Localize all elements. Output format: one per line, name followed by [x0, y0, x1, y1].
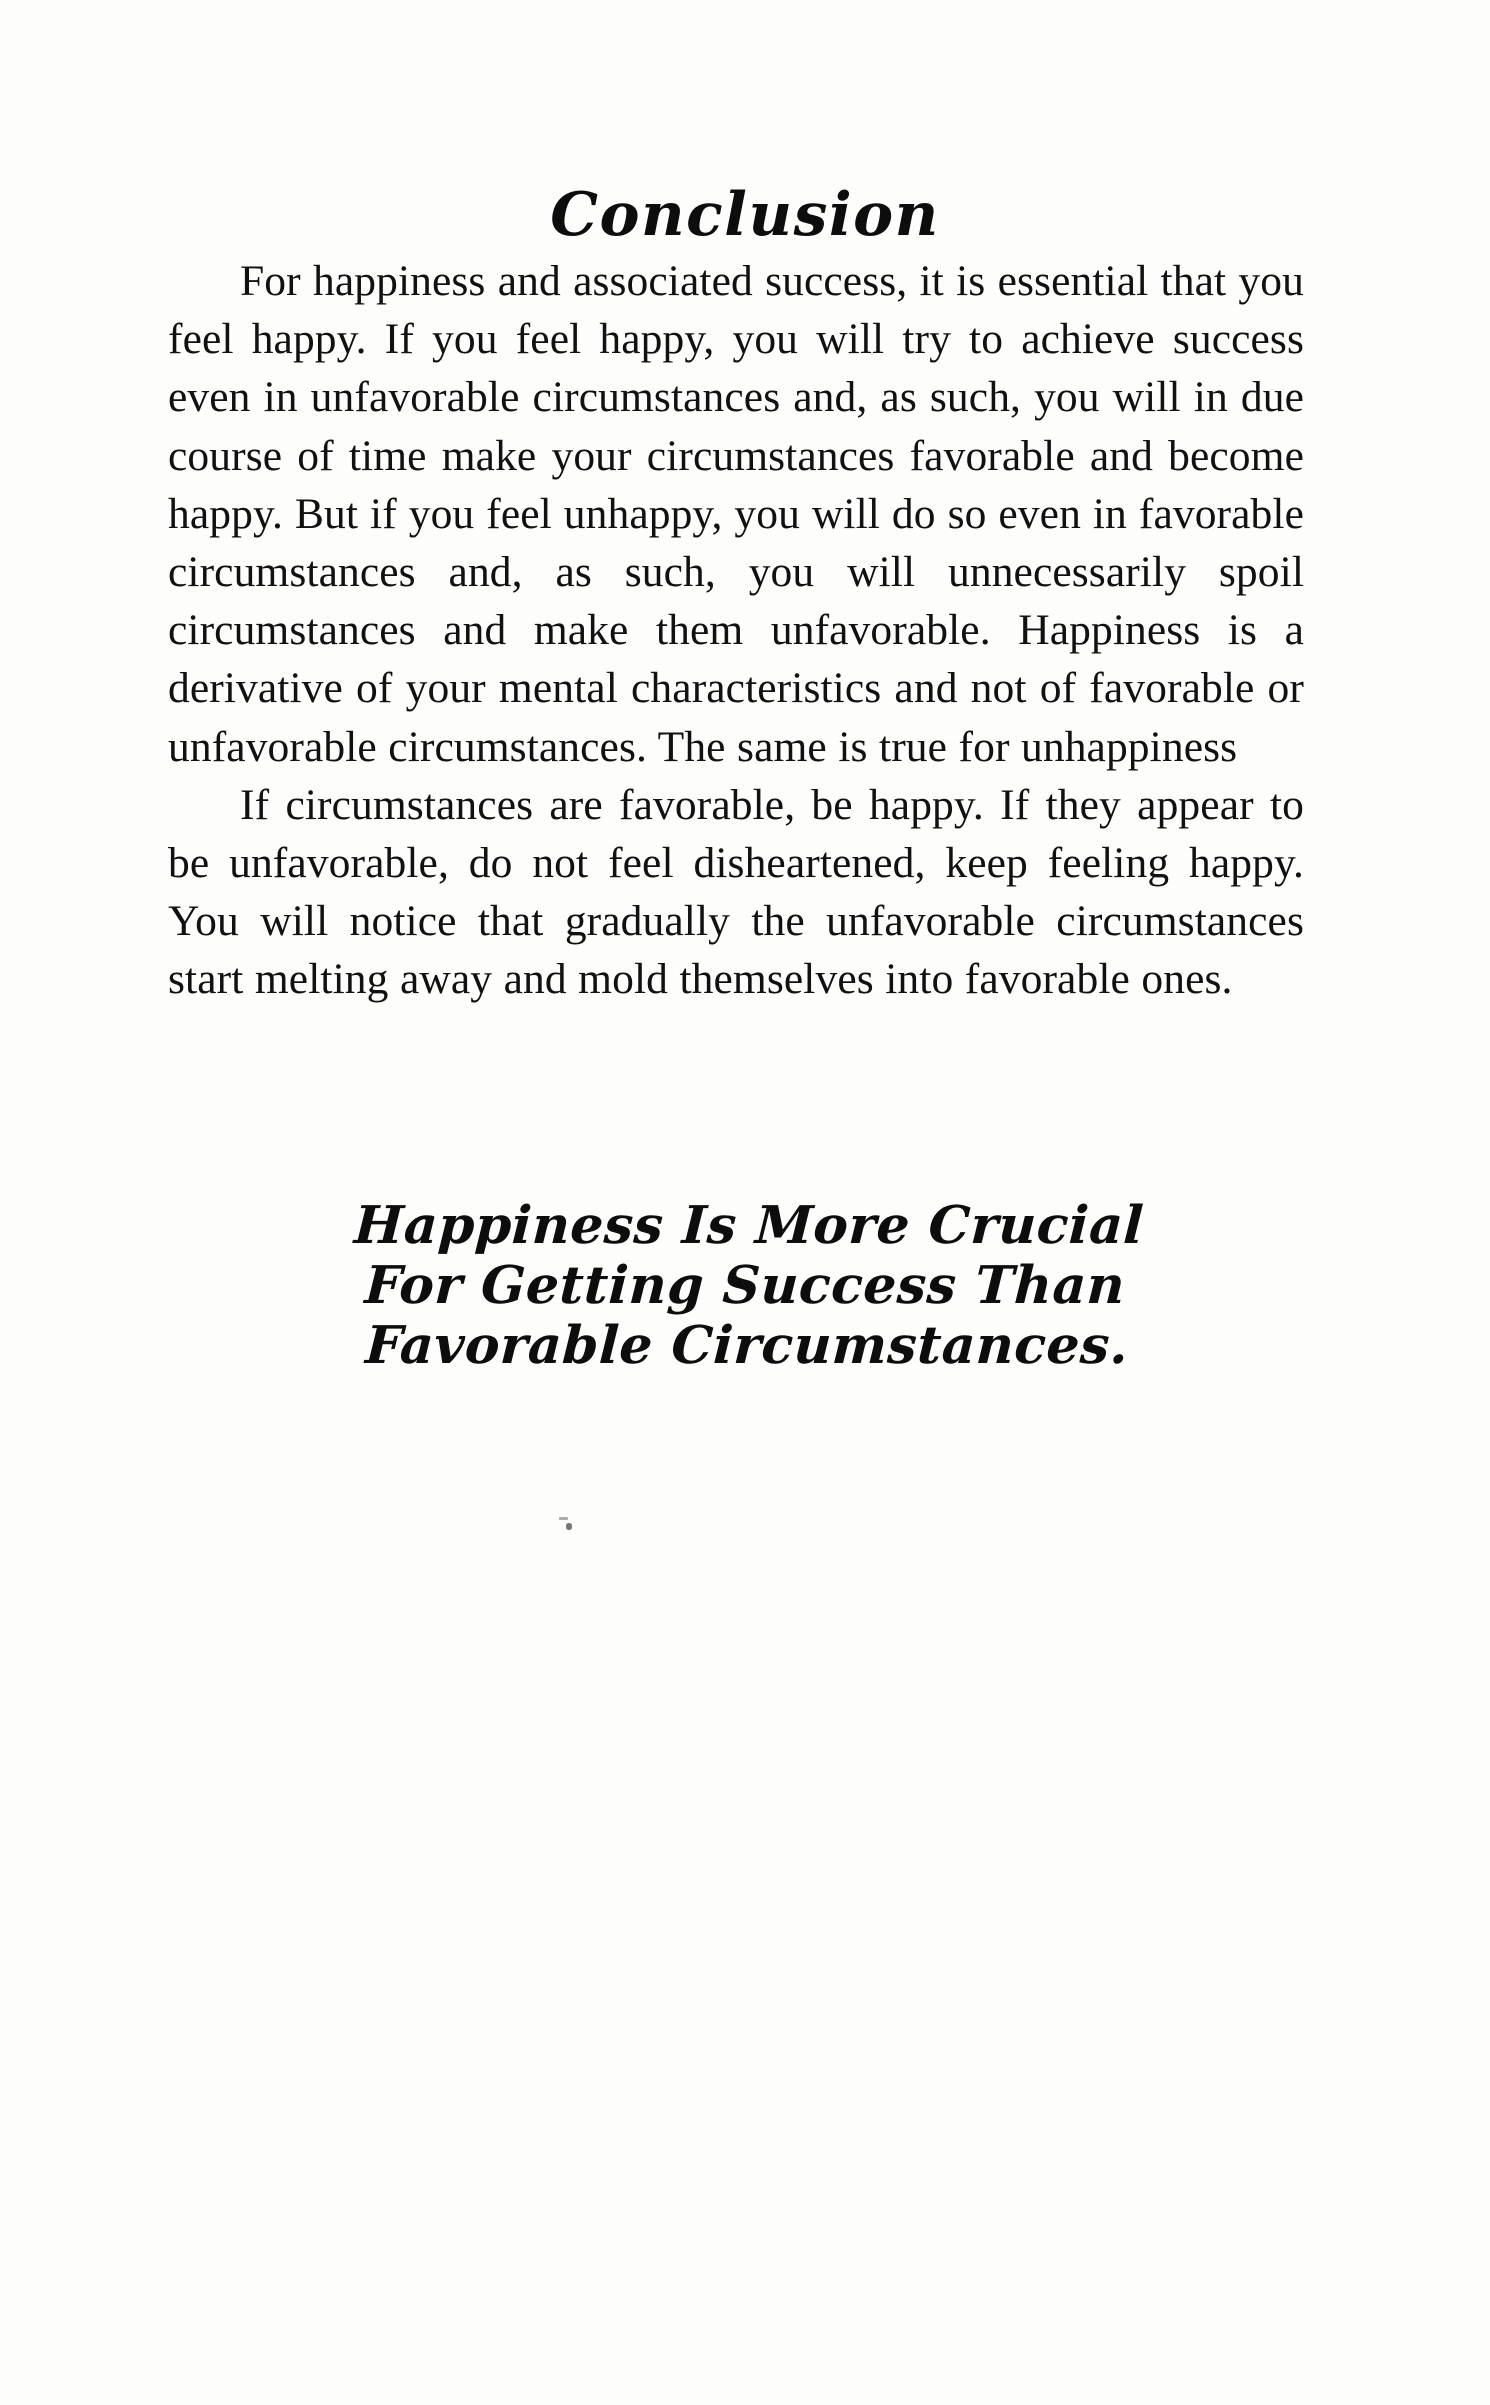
- paragraph-1: [168, 252, 1304, 776]
- body-text-block: [168, 252, 1304, 1009]
- paragraph-1-text: For happiness and associated success, it is essential that you feel happy. If you feel happy, you will try to achieve success even in unfavorable circumstances and, as such, you will in due course of time make your circumstances favorable and become happy. But if you feel unhappy, you will do so even in favorable circumstances and, as such, you will unnecessarily spoil circumstances and make them unfavorable. Happiness is a derivative of your mental characteristics and not of favorable or unfavorable circumstances. The same is true for unhappiness: [168, 257, 1304, 771]
- scan-speck-icon: [566, 1523, 572, 1530]
- closing-line-2: For Getting Success Than: [363, 1255, 1127, 1316]
- closing-statement: [0, 1196, 1490, 1376]
- page-title: Conclusion: [550, 180, 940, 251]
- paragraph-2: [168, 776, 1304, 1009]
- closing-line-3: Favorable Circumstances.: [363, 1315, 1131, 1376]
- scan-speck-icon: [559, 1517, 568, 1520]
- paragraph-2-text: If circumstances are favorable, be happy. If they appear to be unfavorable, do not feel disheartened, keep feeling happy. You will notice that gradually the unfavorable circumstances start melting away and mold themselves into favorable ones.: [168, 780, 1304, 1004]
- closing-line-1: Happiness Is More Crucial: [352, 1195, 1146, 1256]
